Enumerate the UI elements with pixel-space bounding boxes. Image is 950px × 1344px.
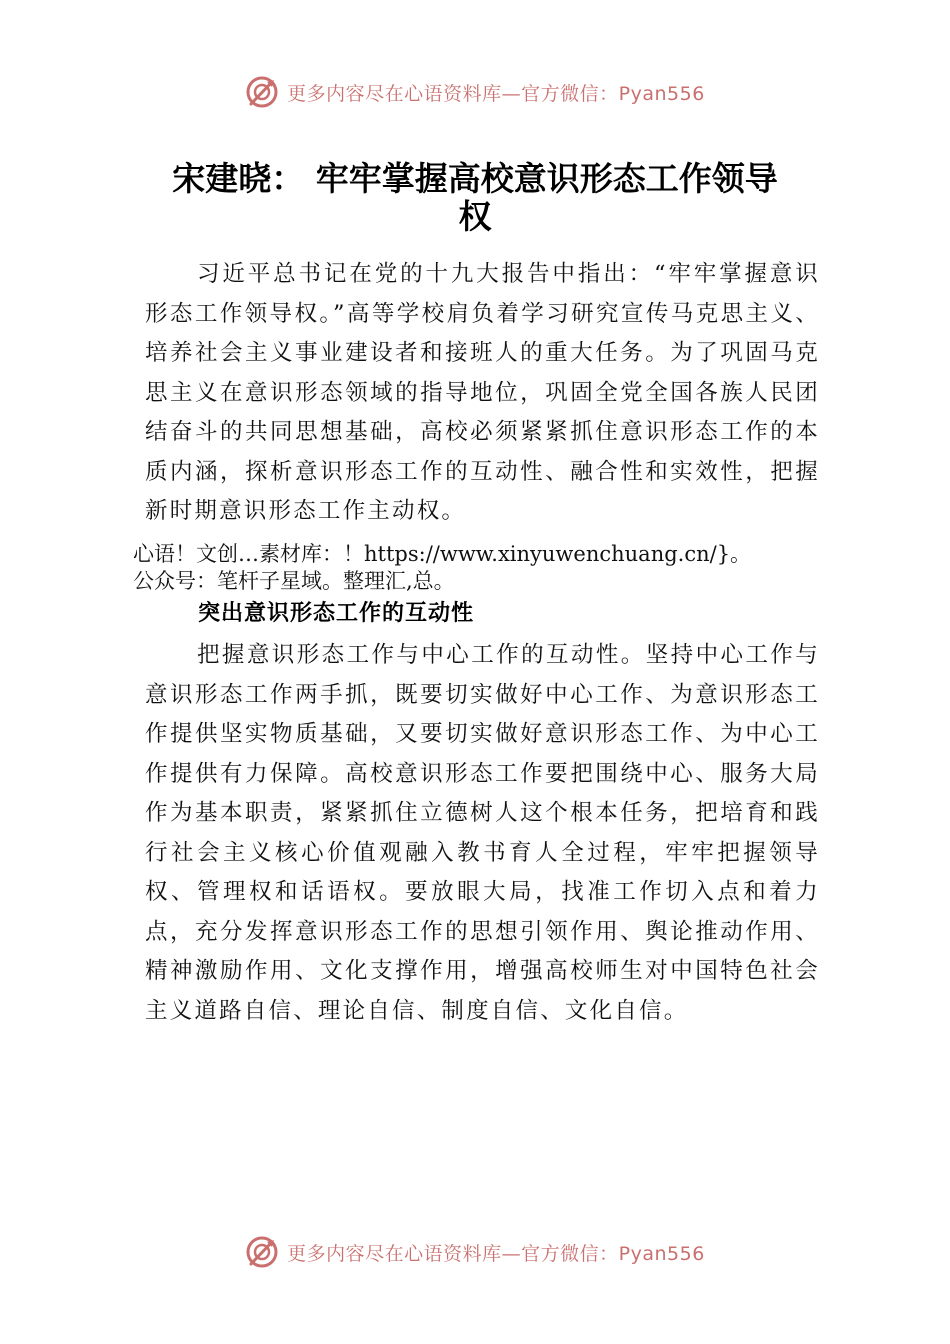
body-paragraph-2: 把握意识形态工作与中心工作的互动性。坚持中心工作与意识形态工作两手抓，既要切实做好中心工作、为意识形态工作提供坚实物质基础，又要切实做好意识形态工作、为中心工作提供有力保障。高校意识形态工作要把围绕中心、服务大局作为基本职责，紧紧抓住立德树人这个根本任务，把培育和践行社会主义核心价值观融入教书育人全过程，牢牢把握领导权、管理权和话语权。要放眼大局，找准工作切入点和着力点，充分发挥意识形态工作的思想引领作用、舆论推动作用、精神激励作用、文化支撑作用，增强高校师生对中国特色社会主义道路自信、理论自信、制度自信、文化自信。: [145, 642, 820, 1024]
source-note: [133, 541, 943, 595]
title-line-2: 权: [458, 197, 492, 236]
footer-watermark: [0, 1232, 950, 1272]
body-paragraph-1: 习近平总书记在党的十九大报告中指出：“牢牢掌握意识形态工作领导权。”高等学校肩负着学习研究宣传马克思主义、培养社会主义事业建设者和接班人的重大任务。为了巩固马克思主义在意识形态领域的指导地位，巩固全党全国各族人民团结奋斗的共同思想基础，高校必须紧紧抓住意识形态工作的本质内涵，探析意识形态工作的互动性、融合性和实效性，把握新时期意识形态工作主动权。: [145, 261, 820, 524]
source-note-line-2: 公众号：笔杆子星域。整理汇,总。: [133, 569, 455, 593]
title-line-1: 宋建晓： 牢牢掌握高校意识形态工作领导: [172, 159, 778, 198]
section-heading: 突出意识形态工作的互动性: [198, 600, 475, 626]
watermark-wechat-id: Pyan556: [618, 82, 705, 105]
brand-logo-icon: [245, 75, 279, 109]
watermark-text: 更多内容尽在心语资料库—官方微信：Pyan556: [287, 1242, 705, 1265]
watermark-text: 更多内容尽在心语资料库—官方微信：Pyan556: [287, 82, 705, 105]
watermark-wechat-id: Pyan556: [618, 1242, 705, 1265]
header-watermark: [0, 72, 950, 112]
document-title: [120, 160, 830, 236]
source-note-line-1: 心语！文创…素材库：！https://www.xinyuwenchuang.cn/}。: [133, 542, 752, 566]
brand-logo-icon: [245, 1235, 279, 1269]
